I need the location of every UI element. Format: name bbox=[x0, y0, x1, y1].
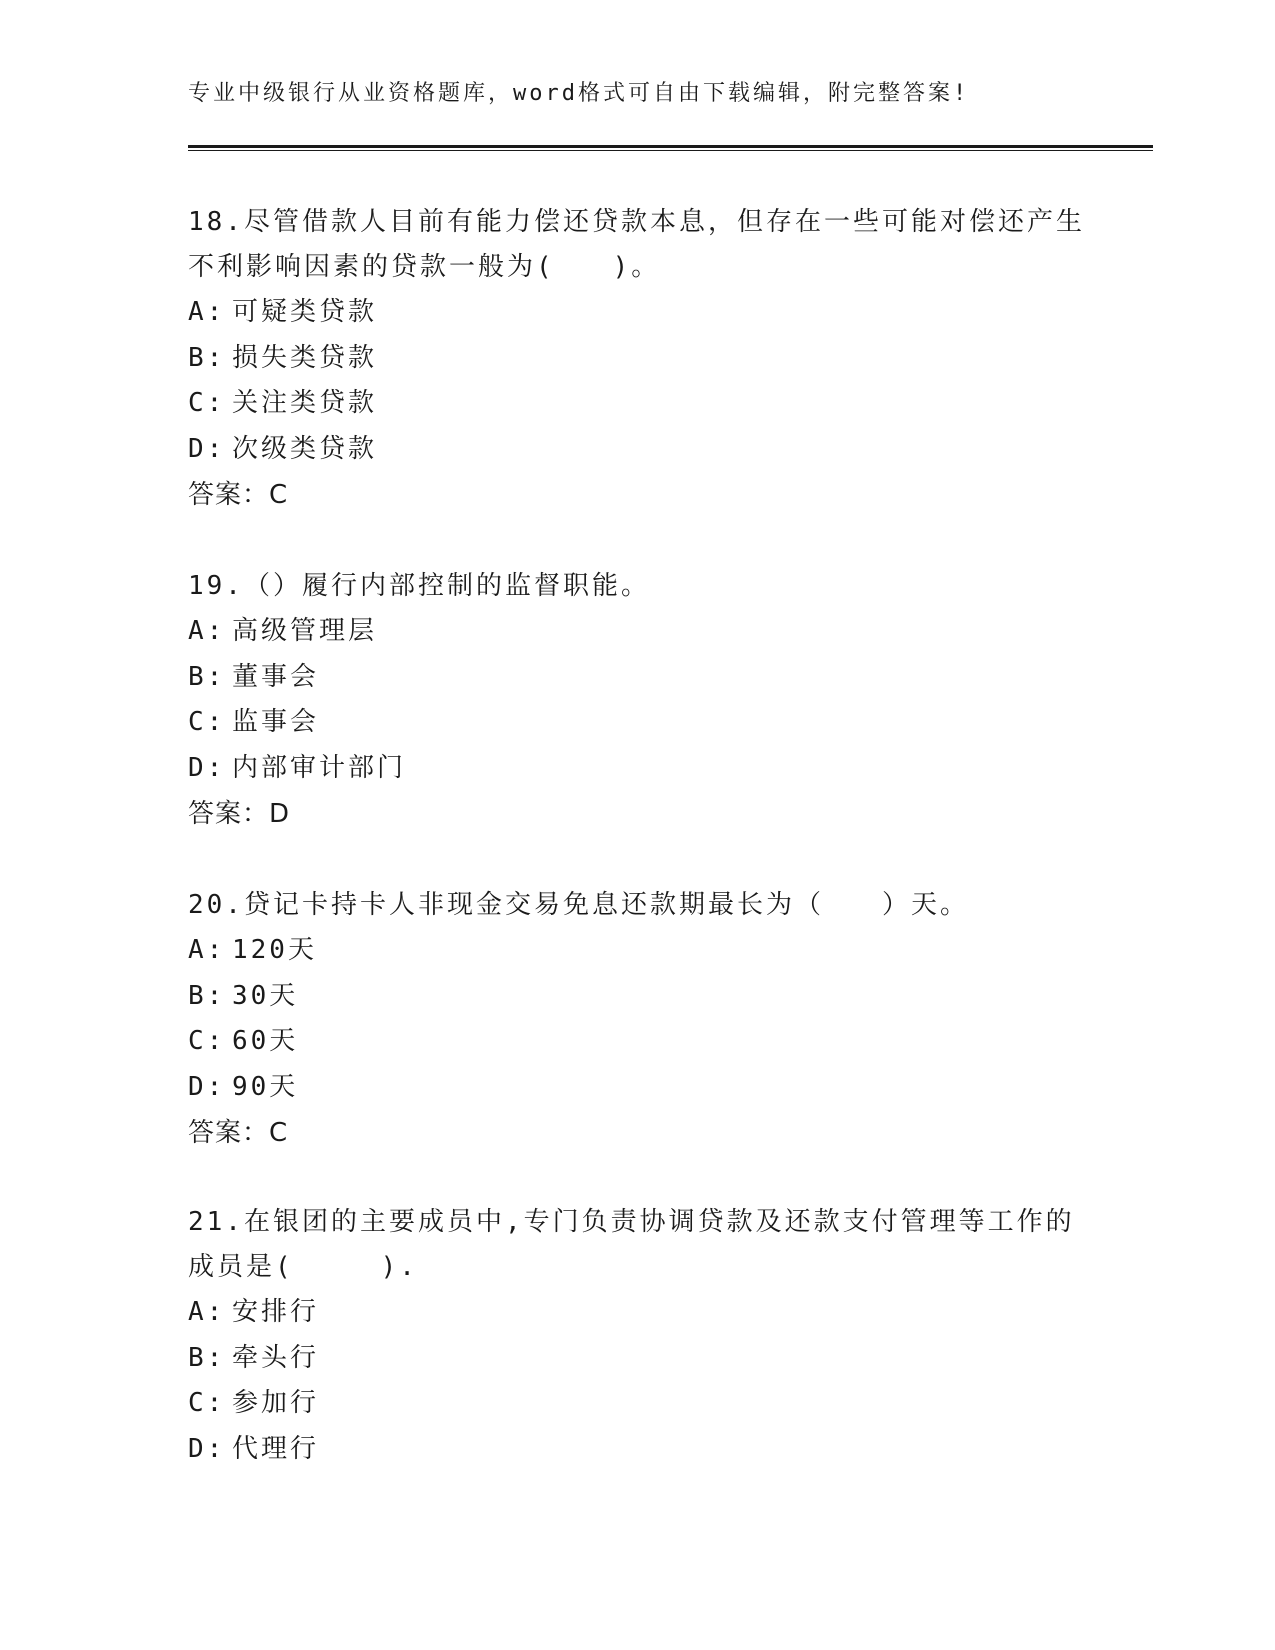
question-18 bbox=[188, 200, 1085, 518]
option-a bbox=[188, 290, 1085, 336]
option-key: A: bbox=[188, 616, 226, 646]
question-text-line: 20.贷记卡持卡人非现金交易免息还款期最长为（ ）天。 bbox=[188, 890, 969, 920]
option-b bbox=[188, 1336, 1075, 1382]
question-text-line: 21.在银团的主要成员中,专门负责协调贷款及还款支付管理等工作的 bbox=[188, 1207, 1075, 1237]
option-d bbox=[188, 746, 650, 792]
option-text: 损失类贷款 bbox=[232, 342, 378, 373]
answer: 答案：C bbox=[188, 1118, 289, 1148]
option-key: B: bbox=[188, 1342, 226, 1373]
option-text: 安排行 bbox=[232, 1297, 320, 1327]
option-text: 内部审计部门 bbox=[232, 752, 407, 783]
option-key: A: bbox=[188, 297, 226, 327]
option-text: 监事会 bbox=[232, 707, 320, 737]
option-text: 参加行 bbox=[232, 1388, 320, 1418]
option-key: C: bbox=[188, 388, 226, 418]
option-text: 关注类贷款 bbox=[232, 388, 378, 418]
option-key: B: bbox=[188, 980, 226, 1011]
option-key: D: bbox=[188, 433, 226, 464]
option-d bbox=[188, 427, 1085, 473]
option-key: D: bbox=[188, 1071, 226, 1102]
option-key: D: bbox=[188, 1433, 226, 1464]
option-c bbox=[188, 1381, 1075, 1427]
option-a bbox=[188, 1290, 1075, 1336]
option-text: 次级类贷款 bbox=[232, 433, 378, 464]
document-header: 专业中级银行从业资格题库，word格式可自由下载编辑，附完整答案! bbox=[188, 81, 970, 106]
option-key: C: bbox=[188, 1026, 226, 1056]
option-b bbox=[188, 655, 650, 701]
option-a bbox=[188, 928, 969, 974]
option-text: 30天 bbox=[232, 980, 299, 1011]
option-key: C: bbox=[188, 1388, 226, 1418]
option-key: B: bbox=[188, 342, 226, 373]
option-c bbox=[188, 700, 650, 746]
option-text: 120天 bbox=[232, 935, 317, 965]
option-a bbox=[188, 609, 650, 655]
option-text: 牵头行 bbox=[232, 1342, 320, 1373]
question-21 bbox=[188, 1200, 1075, 1472]
option-key: B: bbox=[188, 661, 226, 692]
option-c bbox=[188, 1019, 969, 1065]
option-text: 董事会 bbox=[232, 661, 320, 692]
option-d bbox=[188, 1065, 969, 1111]
option-text: 高级管理层 bbox=[232, 616, 378, 646]
question-text-line: 18.尽管借款人目前有能力偿还贷款本息，但存在一些可能对偿还产生 bbox=[188, 207, 1085, 237]
answer: 答案：C bbox=[188, 480, 289, 510]
option-b bbox=[188, 974, 969, 1020]
question-19 bbox=[188, 564, 650, 837]
question-text-line: 成员是( ). bbox=[188, 1252, 418, 1282]
answer: 答案：D bbox=[188, 799, 291, 829]
option-b bbox=[188, 336, 1085, 382]
option-key: C: bbox=[188, 707, 226, 737]
option-text: 代理行 bbox=[232, 1433, 320, 1464]
option-text: 90天 bbox=[232, 1071, 299, 1102]
option-text: 可疑类贷款 bbox=[232, 297, 378, 327]
option-key: D: bbox=[188, 752, 226, 783]
option-key: A: bbox=[188, 1297, 226, 1327]
option-c bbox=[188, 381, 1085, 427]
option-text: 60天 bbox=[232, 1026, 299, 1056]
option-key: A: bbox=[188, 935, 226, 965]
question-text-line: 不利影响因素的贷款一般为( )。 bbox=[188, 252, 661, 282]
header-rule-thick bbox=[188, 145, 1153, 148]
question-20 bbox=[188, 883, 969, 1156]
option-d bbox=[188, 1427, 1075, 1473]
question-text-line: 19.（）履行内部控制的监督职能。 bbox=[188, 571, 650, 601]
header-rule-thin bbox=[188, 150, 1153, 151]
